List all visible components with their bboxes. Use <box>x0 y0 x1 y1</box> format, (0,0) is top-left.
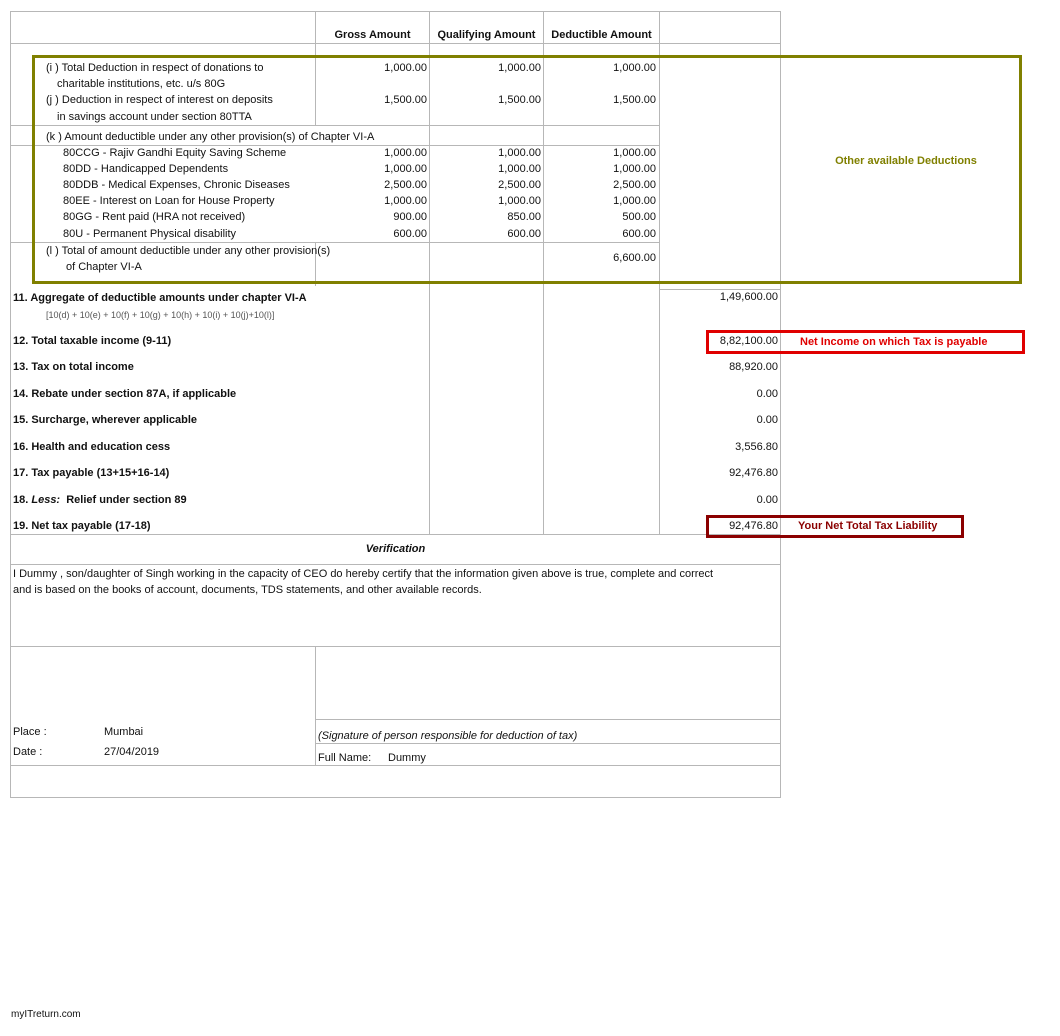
summary-sub: [10(d) + 10(e) + 10(f) + 10(g) + 10(h) + 10(i) + 10(j)+10(l)] <box>46 310 275 320</box>
summary-label: 12. Total taxable income (9-11) <box>13 335 172 347</box>
k-item-gross: 1,000.00 <box>384 163 427 175</box>
k-item-deductible: 1,000.00 <box>613 147 656 159</box>
row-i-qualifying: 1,000.00 <box>498 62 541 74</box>
k-item-qualifying: 1,000.00 <box>498 195 541 207</box>
summary-label: 16. Health and education cess <box>13 441 171 453</box>
liability-note: Your Net Total Tax Liability <box>798 520 938 532</box>
k-item-gross: 2,500.00 <box>384 179 427 191</box>
grid-line <box>10 765 781 766</box>
k-item-deductible: 500.00 <box>622 211 656 223</box>
k-item-gross: 900.00 <box>393 211 427 223</box>
k-item-qualifying: 1,000.00 <box>498 147 541 159</box>
grid-line <box>315 719 781 720</box>
header-qualifying: Qualifying Amount <box>437 29 536 41</box>
full-name-value: Dummy <box>388 752 426 764</box>
summary-value: 92,476.80 <box>729 467 778 479</box>
row-l-deductible: 6,600.00 <box>613 252 656 264</box>
grid-line <box>10 797 781 798</box>
watermark: myITreturn.com <box>11 1009 81 1020</box>
grid-line <box>10 43 781 44</box>
summary-label: 13. Tax on total income <box>13 361 134 373</box>
row-i-label: (i ) Total Deduction in respect of donations to <box>46 62 264 74</box>
grid-line <box>315 646 316 766</box>
row-i-gross: 1,000.00 <box>384 62 427 74</box>
grid-line <box>10 564 781 565</box>
row-l-label-2: of Chapter VI-A <box>66 261 142 273</box>
place-value: Mumbai <box>104 726 144 738</box>
place-label: Place : <box>13 726 47 738</box>
summary-value: 88,920.00 <box>729 361 778 373</box>
row-j-qualifying: 1,500.00 <box>498 94 541 106</box>
k-item-gross: 600.00 <box>393 228 427 240</box>
verification-text-2: and is based on the books of account, documents, TDS statements, and other available records. <box>13 584 482 596</box>
summary-value: 8,82,100.00 <box>719 335 778 347</box>
k-item-label: 80CCG - Rajiv Gandhi Equity Saving Scheme <box>63 147 287 159</box>
verification-title: Verification <box>365 543 426 555</box>
k-item-qualifying: 2,500.00 <box>498 179 541 191</box>
k-item-label: 80U - Permanent Physical disability <box>63 228 237 240</box>
header-deductible: Deductible Amount <box>551 29 652 41</box>
k-item-label: 80GG - Rent paid (HRA not received) <box>63 211 246 223</box>
row-j-gross: 1,500.00 <box>384 94 427 106</box>
summary-value: 92,476.80 <box>729 520 778 532</box>
grid-line <box>315 743 781 744</box>
k-item-deductible: 2,500.00 <box>613 179 656 191</box>
header-gross: Gross Amount <box>334 29 411 41</box>
grid-line <box>10 11 11 798</box>
net-income-note: Net Income on which Tax is payable <box>800 336 988 348</box>
verification-text: I Dummy , son/daughter of Singh working in the capacity of CEO do hereby certify that the information given above is true, complete and correct <box>13 568 714 580</box>
row-i-deductible: 1,000.00 <box>613 62 656 74</box>
summary-label: 15. Surcharge, wherever applicable <box>13 414 198 426</box>
row-k-label: (k ) Amount deductible under any other provision(s) of Chapter VI-A <box>46 131 375 143</box>
summary-value: 0.00 <box>756 494 778 506</box>
date-value: 27/04/2019 <box>104 746 160 758</box>
k-item-label: 80DDB - Medical Expenses, Chronic Diseases <box>63 179 290 191</box>
grid-line <box>10 646 781 647</box>
row-j-deductible: 1,500.00 <box>613 94 656 106</box>
k-item-deductible: 1,000.00 <box>613 163 656 175</box>
grid-line <box>10 534 781 535</box>
summary-value: 0.00 <box>756 414 778 426</box>
k-item-gross: 1,000.00 <box>384 195 427 207</box>
k-item-deductible: 600.00 <box>622 228 656 240</box>
summary-label: 14. Rebate under section 87A, if applicable <box>13 388 237 400</box>
summary-label: 11. Aggregate of deductible amounts under chapter VI-A <box>13 292 307 304</box>
k-item-qualifying: 1,000.00 <box>498 163 541 175</box>
k-item-qualifying: 850.00 <box>507 211 541 223</box>
row-i-label-2: charitable institutions, etc. u/s 80G <box>57 78 226 90</box>
summary-value: 0.00 <box>756 388 778 400</box>
row-l-label: (l ) Total of amount deductible under any other provision(s) <box>46 245 331 257</box>
row-j-label-2: in savings account under section 80TTA <box>57 111 252 123</box>
date-label: Date : <box>13 746 43 758</box>
k-item-gross: 1,000.00 <box>384 147 427 159</box>
full-name-label: Full Name: <box>318 752 372 764</box>
other-deductions-box <box>32 55 1022 284</box>
k-item-label: 80DD - Handicapped Dependents <box>63 163 229 175</box>
signature-caption: (Signature of person responsible for deduction of tax) <box>318 730 578 742</box>
k-item-deductible: 1,000.00 <box>613 195 656 207</box>
grid-line <box>10 11 781 12</box>
summary-label: 17. Tax payable (13+15+16-14) <box>13 467 170 479</box>
k-item-label: 80EE - Interest on Loan for House Property <box>63 195 275 207</box>
row-j-label: (j ) Deduction in respect of interest on deposits <box>46 94 273 106</box>
summary-value: 1,49,600.00 <box>719 291 778 303</box>
k-item-qualifying: 600.00 <box>507 228 541 240</box>
other-deductions-note: Other available Deductions <box>835 155 977 167</box>
summary-value: 3,556.80 <box>735 441 778 453</box>
summary-label: 18. Less: Relief under section 89 <box>13 494 187 506</box>
summary-label: 19. Net tax payable (17-18) <box>13 520 151 532</box>
